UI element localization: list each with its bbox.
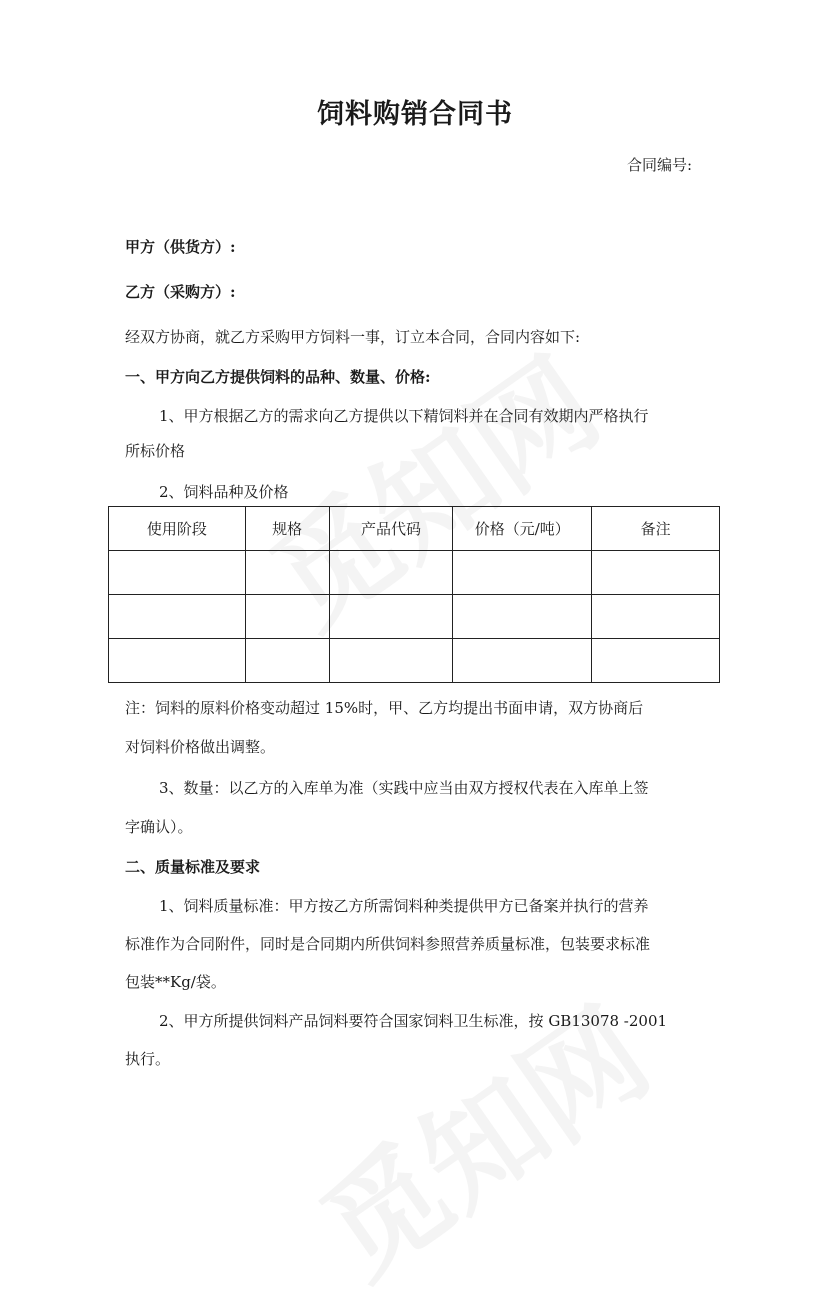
table-cell[interactable] xyxy=(109,639,246,683)
table-cell[interactable] xyxy=(245,639,329,683)
s1-item1-line1: 1、甲方根据乙方的需求向乙方提供以下精饲料并在合同有效期内严格执行 xyxy=(159,407,649,425)
table-cell[interactable] xyxy=(453,639,592,683)
table-cell[interactable] xyxy=(329,595,453,639)
table-cell[interactable] xyxy=(592,551,720,595)
s1-item1-line2: 所标价格 xyxy=(125,442,186,460)
table-row xyxy=(109,595,720,639)
table-cell[interactable] xyxy=(592,639,720,683)
table-row xyxy=(109,639,720,683)
table-row xyxy=(109,551,720,595)
table-cell[interactable] xyxy=(109,551,246,595)
col-spec-header: 规格 xyxy=(245,507,329,551)
intro-paragraph: 经双方协商，就乙方采购甲方饲料一事，订立本合同，合同内容如下: xyxy=(125,328,581,346)
contract-number-label: 合同编号: xyxy=(626,156,692,174)
table-cell[interactable] xyxy=(329,551,453,595)
section-1-title: 一、甲方向乙方提供饲料的品种、数量、价格: xyxy=(125,368,431,386)
party-a-label: 甲方（供货方）: xyxy=(125,238,236,256)
party-b-label: 乙方（采购方）: xyxy=(125,283,236,301)
table-cell[interactable] xyxy=(245,551,329,595)
table-cell[interactable] xyxy=(592,595,720,639)
table-cell[interactable] xyxy=(109,595,246,639)
s2-item1-line2: 标准作为合同附件，同时是合同期内所供饲料参照营养质量标准，包装要求标准 xyxy=(125,935,651,953)
s1-item3-line2: 字确认）。 xyxy=(125,818,193,836)
s1-item3-line1: 3、数量：以乙方的入库单为准（实践中应当由双方授权代表在入库单上签 xyxy=(159,779,649,797)
table-cell[interactable] xyxy=(453,551,592,595)
document-title: 饲料购销合同书 xyxy=(317,99,513,130)
col-price-header: 价格（元/吨） xyxy=(453,507,592,551)
table-cell[interactable] xyxy=(329,639,453,683)
note-line2: 对饲料价格做出调整。 xyxy=(125,738,276,756)
table-cell[interactable] xyxy=(245,595,329,639)
col-stage-header: 使用阶段 xyxy=(109,507,246,551)
col-code-header: 产品代码 xyxy=(329,507,453,551)
col-remark-header: 备注 xyxy=(592,507,720,551)
section-2-title: 二、质量标准及要求 xyxy=(125,858,261,876)
note-line1: 注：饲料的原料价格变动超过 15%时，甲、乙方均提出书面申请，双方协商后 xyxy=(125,699,644,717)
s2-item2-line2: 执行。 xyxy=(125,1050,171,1068)
s1-item2: 2、饲料品种及价格 xyxy=(159,483,289,501)
table-header-row xyxy=(109,507,720,551)
s2-item1-line1: 1、饲料质量标准：甲方按乙方所需饲料种类提供甲方已备案并执行的营养 xyxy=(159,897,649,915)
table-cell[interactable] xyxy=(453,595,592,639)
s2-item2-line1: 2、甲方所提供饲料产品饲料要符合国家饲料卫生标准，按 GB13078 -2001 xyxy=(159,1012,668,1030)
price-table xyxy=(108,506,720,683)
s2-item1-line3: 包装**Kg/袋。 xyxy=(125,973,226,991)
